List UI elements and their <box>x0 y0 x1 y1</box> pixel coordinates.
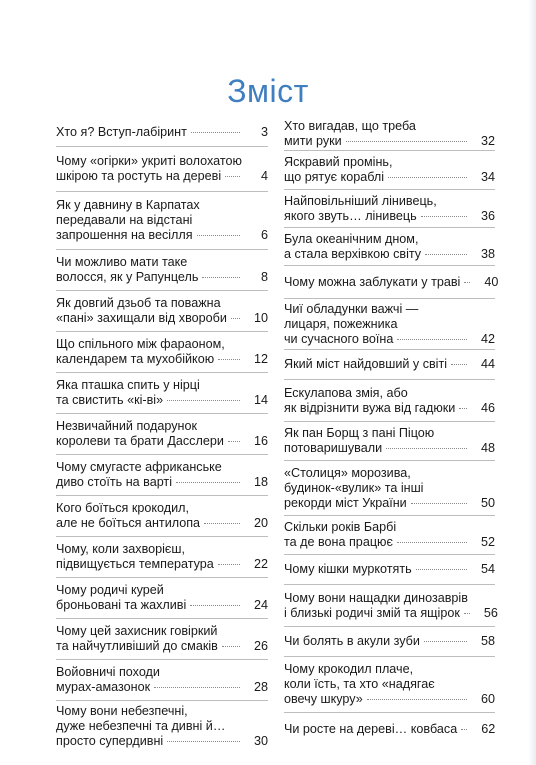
toc-entry-line <box>284 247 471 262</box>
toc-entry-line <box>56 270 244 285</box>
dot-leader <box>464 282 470 283</box>
toc-entry-wrapper <box>284 555 495 584</box>
toc-entry-text: Хто вигадав, що треба <box>284 119 416 133</box>
toc-entry-text: просто супердивні <box>56 733 164 748</box>
toc-entry-text: мурах-амазонок <box>56 680 151 694</box>
toc-entry-line <box>56 255 244 270</box>
toc-page-number: 20 <box>253 516 268 530</box>
toc-entry-line <box>56 598 244 613</box>
toc-entry-text: мити руки <box>284 134 342 148</box>
toc-entry-wrapper <box>284 627 495 656</box>
toc-entry-text: а стала верхівкою світу <box>284 246 422 261</box>
toc-page-number: 40 <box>484 274 499 289</box>
toc-page-number: 6 <box>260 228 268 242</box>
toc-entry-line <box>56 475 244 490</box>
dot-leader <box>167 741 240 742</box>
dot-leader <box>202 277 240 278</box>
toc-entry[interactable] <box>284 520 495 550</box>
toc-entry-text: волосся, як у Рапунцель <box>56 270 199 284</box>
dot-leader <box>397 339 467 340</box>
toc-entry-line <box>284 466 471 481</box>
toc-entry-wrapper <box>56 250 268 290</box>
toc-entry-wrapper <box>56 660 268 700</box>
toc-entry-line <box>284 535 471 550</box>
dot-leader <box>397 542 467 543</box>
dot-leader <box>461 729 467 730</box>
toc-entry-line <box>284 317 471 332</box>
toc-entry[interactable] <box>56 624 268 654</box>
toc-entry-wrapper <box>284 461 495 515</box>
toc-entry-line <box>284 155 471 170</box>
dot-leader <box>204 523 240 524</box>
toc-entry-text: Скільки років Барбі <box>284 520 397 534</box>
toc-page-number: 56 <box>483 605 498 620</box>
toc-entry-wrapper <box>56 578 268 618</box>
toc-entry-text: Чому цей захисник говіркий <box>56 624 218 638</box>
toc-entry-wrapper <box>284 657 495 712</box>
toc-entry-text: потоваришували <box>284 441 383 455</box>
dot-leader <box>218 359 240 360</box>
toc-entry[interactable] <box>284 722 495 737</box>
toc-entry-line <box>56 704 244 719</box>
toc-entry-line <box>284 496 471 511</box>
toc-entry-line <box>284 520 471 535</box>
toc-page-number: 44 <box>480 357 495 371</box>
dot-leader <box>218 564 240 565</box>
dot-leader <box>228 441 240 442</box>
dot-leader <box>464 613 470 614</box>
toc-entry[interactable] <box>56 337 268 367</box>
toc-entry-text: та свистить «кі-ві» <box>56 393 164 407</box>
toc-entry[interactable] <box>284 119 495 149</box>
toc-entry-text: рекорди міст України <box>284 495 407 510</box>
toc-entry-wrapper <box>56 496 268 536</box>
toc-entry-wrapper <box>284 266 499 298</box>
toc-entry-text: Що спільного між фараоном, <box>56 337 225 351</box>
toc-entry-line <box>56 352 244 367</box>
toc-entry-line <box>56 680 244 695</box>
toc-entry-text: Чому родичі курей <box>56 583 164 597</box>
toc-entry-line <box>284 134 471 149</box>
toc-page-number: 8 <box>260 270 268 284</box>
dot-leader <box>225 176 240 177</box>
toc-entry[interactable] <box>56 154 268 184</box>
toc-entry-line <box>56 557 244 572</box>
toc-entry[interactable] <box>56 255 268 285</box>
toc-entry-line <box>284 119 471 134</box>
toc-entry-line <box>56 460 244 475</box>
toc-entry-line <box>56 665 244 680</box>
toc-page-number: 48 <box>480 441 495 455</box>
dot-leader <box>386 448 467 449</box>
toc-page-number: 58 <box>480 634 495 648</box>
dot-leader <box>411 503 467 504</box>
toc-page-number: 54 <box>480 562 495 576</box>
toc-entry-text: Чому крокодил плаче, <box>284 662 414 676</box>
toc-entry-wrapper <box>56 619 268 659</box>
toc-entry-text: Чи болять в акули зуби <box>284 634 420 648</box>
dot-leader <box>416 569 467 570</box>
toc-page-number: 10 <box>253 311 268 325</box>
toc-entry-wrapper <box>284 380 495 421</box>
toc-entry-text: Чому вони небезпечні, <box>56 703 188 718</box>
toc-entry-line <box>284 332 471 347</box>
toc-entry-text: Була океанічним дном, <box>284 231 419 246</box>
toc-page-number: 28 <box>253 680 268 694</box>
toc-entry-text: шкірою та ростуть на дереві <box>56 169 222 183</box>
toc-entry-line <box>284 232 471 247</box>
toc-entry-wrapper <box>284 422 495 460</box>
toc-entry-text: і близькі родичі змій та ящірок <box>284 605 460 620</box>
toc-entry-wrapper <box>56 291 268 331</box>
toc-entry[interactable] <box>56 419 268 449</box>
page-title: Зміст <box>227 73 309 110</box>
toc-entry-wrapper <box>284 299 495 349</box>
toc-entry-line <box>284 357 471 372</box>
toc-page-number: 12 <box>253 352 268 366</box>
toc-entry-line <box>284 209 471 224</box>
toc-entry-text: Чиї обладунки важчі — <box>284 301 419 316</box>
toc-entry-text: Яскравий промінь, <box>284 155 393 169</box>
toc-entry-text: королеви та брати Дасслери <box>56 434 224 448</box>
toc-entry-wrapper <box>56 192 268 249</box>
dot-leader <box>231 318 240 319</box>
toc-page-number: 62 <box>481 722 496 736</box>
toc-entry-line <box>56 154 244 169</box>
toc-entry-wrapper <box>284 713 495 746</box>
toc-page-number: 22 <box>253 557 268 571</box>
toc-entry-wrapper <box>56 537 268 577</box>
toc-entry-line <box>284 441 471 456</box>
toc-entry-line <box>284 634 471 649</box>
toc-page-number: 30 <box>253 733 268 748</box>
dot-leader <box>197 235 240 236</box>
toc-page-number: 18 <box>253 475 268 489</box>
toc-entry-text: Чи можливо мати таке <box>56 255 188 269</box>
toc-page-number: 14 <box>253 393 268 407</box>
toc-page-number: 32 <box>480 134 495 148</box>
toc-entry-line <box>56 393 244 408</box>
toc-entry-wrapper <box>56 701 268 751</box>
dot-leader <box>154 687 240 688</box>
toc-entry-line <box>284 606 474 621</box>
dot-leader <box>222 646 240 647</box>
toc-entry[interactable] <box>56 198 268 243</box>
toc-entry-line <box>284 591 474 606</box>
dot-leader <box>167 400 240 401</box>
toc-entry-line <box>284 481 471 496</box>
toc-page-number: 52 <box>480 535 495 549</box>
toc-entry-wrapper <box>284 350 495 379</box>
dot-leader <box>421 216 467 217</box>
toc-page-number: 38 <box>480 246 495 261</box>
toc-entry-wrapper <box>284 190 495 227</box>
toc-entry[interactable] <box>284 155 495 185</box>
toc-entry[interactable] <box>56 704 268 749</box>
toc-entry-line <box>56 296 244 311</box>
dot-leader <box>367 699 467 700</box>
toc-entry-text: чи сучасного воїна <box>284 331 394 346</box>
toc-entry[interactable] <box>56 378 268 408</box>
toc-entry-line <box>284 401 471 416</box>
toc-column-right <box>284 118 499 746</box>
toc-entry-line <box>56 213 244 228</box>
toc-page-number: 36 <box>480 208 495 223</box>
toc-page-number: 50 <box>480 495 495 510</box>
toc-entry-wrapper <box>284 516 495 554</box>
toc-entry-wrapper <box>284 118 495 150</box>
toc-entry-line <box>56 583 244 598</box>
toc-entry[interactable] <box>56 125 268 140</box>
toc-entry-text: будинок-«вулик» та інші <box>284 480 424 495</box>
toc-entry-text: та де вона працює <box>284 535 393 549</box>
toc-entry-wrapper <box>284 585 498 626</box>
toc-entry-text: овечу шкуру» <box>284 692 363 706</box>
toc-entry-text: Як у давнину в Карпатах <box>56 198 200 212</box>
toc-entry[interactable] <box>56 583 268 613</box>
toc-page-number: 16 <box>253 434 268 448</box>
toc-entry-line <box>56 228 244 243</box>
toc-entry-line <box>56 337 244 352</box>
dot-leader <box>388 177 467 178</box>
toc-entry-line <box>284 562 471 577</box>
toc-entry-text: Незвичайний подарунок <box>56 419 197 433</box>
toc-entry-line <box>56 169 244 184</box>
toc-entry-line <box>284 194 471 209</box>
toc-entry-text: запрошення на весілля <box>56 228 193 242</box>
toc-entry-text: броньовані та жахливі <box>56 598 187 612</box>
toc-entry-line <box>56 311 244 326</box>
toc-entry-line <box>284 302 471 317</box>
toc-entry-line <box>284 386 471 401</box>
toc-entry-wrapper <box>56 332 268 372</box>
toc-entry-text: Чому смугасте африканське <box>56 460 222 474</box>
toc-entry[interactable] <box>56 665 268 695</box>
dot-leader <box>190 605 240 606</box>
toc-entry-text: підвищується температура <box>56 557 214 571</box>
toc-entry-text: дуже небезпечні та дивні й… <box>56 718 226 733</box>
toc-entry-text: Який міст найдовший у світі <box>284 357 448 371</box>
toc-entry-text: Хто я? Вступ-лабіринт <box>56 124 187 139</box>
toc-entry-wrapper <box>284 228 495 265</box>
toc-entry-wrapper <box>56 455 268 495</box>
toc-entry[interactable] <box>56 296 268 326</box>
toc-entry-text: Кого боїться крокодил, <box>56 501 189 515</box>
toc-page-number: 34 <box>480 170 495 184</box>
toc-entry-text: як відрізнити вужа від гадюки <box>284 400 456 415</box>
toc-entry-text: Чому вони нащадки динозаврів <box>284 590 468 605</box>
toc-page-number: 60 <box>480 692 495 706</box>
toc-entry-wrapper <box>284 151 495 189</box>
toc-entry-text: якого звуть… лінивець <box>284 208 417 223</box>
toc-entry[interactable] <box>56 542 268 572</box>
dot-leader <box>459 408 467 409</box>
dot-leader <box>425 254 467 255</box>
toc-entry-text: коли їсть, та хто «надягає <box>284 677 435 691</box>
toc-entry-line <box>56 419 244 434</box>
toc-entry-line <box>56 434 244 449</box>
toc-entry-text: що рятує кораблі <box>284 170 384 184</box>
toc-page-number: 24 <box>253 598 268 612</box>
toc-page-number: 46 <box>480 400 495 415</box>
toc-entry-text: Чому, коли захворієш, <box>56 542 185 556</box>
toc-entry-line <box>284 677 471 692</box>
toc-entry-text: Як довгий дзьоб та поважна <box>56 296 221 310</box>
toc-entry-text: Чи росте на дереві… ковбаса <box>284 722 458 736</box>
toc-entry-text: Як пан Борщ з пані Піцою <box>284 426 435 440</box>
dot-leader <box>424 641 467 642</box>
toc-entry[interactable] <box>284 634 495 649</box>
toc-entry[interactable] <box>284 562 495 577</box>
toc-entry[interactable] <box>56 501 268 531</box>
toc-entry-line <box>284 275 474 290</box>
toc-entry-line <box>56 501 244 516</box>
dot-leader <box>191 132 240 133</box>
toc-entry[interactable] <box>56 460 268 490</box>
toc-page-number: 4 <box>260 169 268 183</box>
toc-entry-text: Чому «огірки» укриті волохатою <box>56 154 242 168</box>
toc-entry-text: диво стоїть на варті <box>56 475 172 489</box>
toc-entry[interactable] <box>284 232 495 262</box>
toc-entry[interactable] <box>284 275 498 290</box>
toc-entry[interactable] <box>284 426 495 456</box>
toc-entry-line <box>284 170 471 185</box>
toc-entry-wrapper <box>56 414 268 454</box>
toc-entry-line <box>56 719 244 734</box>
toc-entry-text: Чому можна заблукати у траві <box>284 274 461 289</box>
toc-entry-wrapper <box>56 373 268 413</box>
toc-entry-text: Найповільніший лінивець, <box>284 193 437 208</box>
toc-entry-text: календарем та мухобійкою <box>56 352 215 366</box>
toc-entry-line <box>284 662 471 677</box>
toc-entry-text: «Столиця» морозива, <box>284 465 411 480</box>
toc-entry-text: лицаря, пожежника <box>284 316 398 331</box>
toc-entry-text: Ескулапова змія, або <box>284 385 408 400</box>
toc-entry[interactable] <box>284 357 495 372</box>
toc-entry-line <box>56 516 244 531</box>
toc-entry-line <box>56 624 244 639</box>
toc-column-left <box>56 118 268 751</box>
toc-entry[interactable] <box>284 591 498 621</box>
toc-entry-text: Войовничі походи <box>56 665 160 679</box>
dot-leader <box>451 364 467 365</box>
toc-entry-line <box>56 378 244 393</box>
toc-entry-text: передавали на відстані <box>56 213 193 227</box>
toc-entry-wrapper <box>56 118 268 146</box>
toc-entry-text: «пані» захищали від хвороби <box>56 311 227 325</box>
toc-entry-wrapper <box>56 147 268 191</box>
toc-entry[interactable] <box>284 302 495 347</box>
toc-entry-text: Яка пташка спить у нірці <box>56 378 200 392</box>
toc-entry[interactable] <box>284 662 495 707</box>
toc-entry-text: але не боїться антилопа <box>56 516 201 530</box>
toc-page-number: 3 <box>260 124 268 139</box>
toc-entry-text: Чому кішки муркотять <box>284 562 412 576</box>
dot-leader <box>176 482 240 483</box>
toc-entry-line <box>284 426 471 441</box>
toc-entry-line <box>284 722 471 737</box>
toc-entry-line <box>56 125 244 140</box>
toc-entry-text: та найчутливіший до смаків <box>56 639 218 653</box>
toc-page-number: 26 <box>253 639 268 653</box>
toc-entry-line <box>56 734 244 749</box>
toc-entry-line <box>284 692 471 707</box>
dot-leader <box>346 141 467 142</box>
toc-entry-line <box>56 639 244 654</box>
toc-entry-line <box>56 198 244 213</box>
toc-entry-line <box>56 542 244 557</box>
toc-entry[interactable] <box>284 386 495 416</box>
toc-entry[interactable] <box>284 194 495 224</box>
toc-entry[interactable] <box>284 466 495 511</box>
toc-page-number: 42 <box>480 331 495 346</box>
page-edge-shadow <box>528 0 536 765</box>
